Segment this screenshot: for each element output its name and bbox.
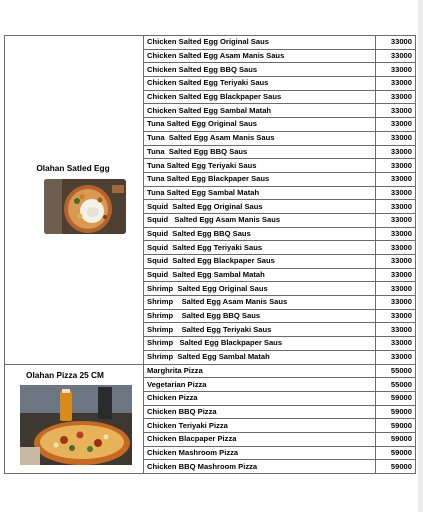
item-price: 33000	[376, 309, 416, 323]
item-price: 33000	[376, 90, 416, 104]
item-name: Tuna Salted Egg Asam Manis Saus	[144, 131, 376, 145]
item-price: 33000	[376, 172, 416, 186]
item-price: 33000	[376, 296, 416, 310]
item-price: 33000	[376, 63, 416, 77]
item-price: 33000	[376, 282, 416, 296]
item-name: Squid Salted Egg Sambal Matah	[144, 268, 376, 282]
item-name: Marghrita Pizza	[144, 364, 376, 378]
item-name: Chicken Salted Egg BBQ Saus	[144, 63, 376, 77]
item-price: 55000	[376, 378, 416, 392]
item-name: Chicken Salted Egg Blackpaper Saus	[144, 90, 376, 104]
item-name: Shrimp Salted Egg Sambal Matah	[144, 350, 376, 364]
item-name: Chicken Mashroom Pizza	[144, 446, 376, 460]
item-name: Tuna Salted Egg Sambal Matah	[144, 186, 376, 200]
item-name: Squid Salted Egg Original Saus	[144, 200, 376, 214]
item-name: Chicken Salted Egg Asam Manis Saus	[144, 49, 376, 63]
item-price: 33000	[376, 323, 416, 337]
item-name: Tuna Salted Egg Teriyaki Saus	[144, 159, 376, 173]
item-name: Tuna Salted Egg BBQ Saus	[144, 145, 376, 159]
item-price: 55000	[376, 364, 416, 378]
item-price: 33000	[376, 118, 416, 132]
item-name: Squid Salted Egg BBQ Saus	[144, 227, 376, 241]
item-price: 33000	[376, 186, 416, 200]
item-name: Shrimp Salted Egg Asam Manis Saus	[144, 296, 376, 310]
item-price: 59000	[376, 446, 416, 460]
item-name: Chicken Salted Egg Sambal Matah	[144, 104, 376, 118]
item-name: Chicken Pizza	[144, 391, 376, 405]
item-price: 59000	[376, 432, 416, 446]
item-name: Squid Salted Egg Teriyaki Saus	[144, 241, 376, 255]
category-label: Olahan Pizza 25 CM	[26, 369, 104, 380]
item-price: 33000	[376, 200, 416, 214]
item-name: Shrimp Salted Egg Original Saus	[144, 282, 376, 296]
item-name: Squid Salted Egg Blackpaper Saus	[144, 255, 376, 269]
pizza-photo	[20, 385, 132, 465]
item-name: Shrimp Salted Egg Blackpaper Saus	[144, 337, 376, 351]
menu-row	[5, 36, 416, 50]
category-pizza-cell	[5, 364, 144, 474]
item-price: 33000	[376, 227, 416, 241]
item-name: Chicken BBQ Mashroom Pizza	[144, 460, 376, 474]
category-egg-cell	[5, 36, 144, 365]
item-price: 33000	[376, 77, 416, 91]
item-price: 33000	[376, 159, 416, 173]
item-name: Chicken Blacpaper Pizza	[144, 432, 376, 446]
item-name: Chicken Salted Egg Original Saus	[144, 36, 376, 50]
item-price: 33000	[376, 350, 416, 364]
page-edge	[418, 0, 423, 512]
item-name: Vegetarian Pizza	[144, 378, 376, 392]
item-name: Chicken BBQ Pizza	[144, 405, 376, 419]
item-price: 33000	[376, 145, 416, 159]
item-price: 59000	[376, 391, 416, 405]
item-name: Squid Salted Egg Asam Manis Saus	[144, 213, 376, 227]
item-price: 33000	[376, 241, 416, 255]
item-price: 33000	[376, 213, 416, 227]
menu-table	[4, 35, 416, 474]
item-price: 33000	[376, 104, 416, 118]
item-price: 33000	[376, 36, 416, 50]
item-price: 33000	[376, 268, 416, 282]
item-price: 33000	[376, 337, 416, 351]
item-name: Shrimp Salted Egg BBQ Saus	[144, 309, 376, 323]
page-footer-area	[0, 480, 418, 512]
item-price: 33000	[376, 131, 416, 145]
category-label: Olahan Satled Egg	[36, 163, 110, 173]
item-price: 33000	[376, 49, 416, 63]
item-price: 33000	[376, 255, 416, 269]
item-price: 59000	[376, 419, 416, 433]
menu-row	[5, 364, 416, 378]
item-name: Chicken Teriyaki Pizza	[144, 419, 376, 433]
item-name: Tuna Salted Egg Blackpaper Saus	[144, 172, 376, 186]
salted-egg-photo	[44, 179, 126, 234]
item-name: Tuna Salted Egg Original Saus	[144, 118, 376, 132]
item-name: Shrimp Salted Egg Teriyaki Saus	[144, 323, 376, 337]
item-price: 59000	[376, 405, 416, 419]
item-price: 59000	[376, 460, 416, 474]
item-name: Chicken Salted Egg Teriyaki Saus	[144, 77, 376, 91]
